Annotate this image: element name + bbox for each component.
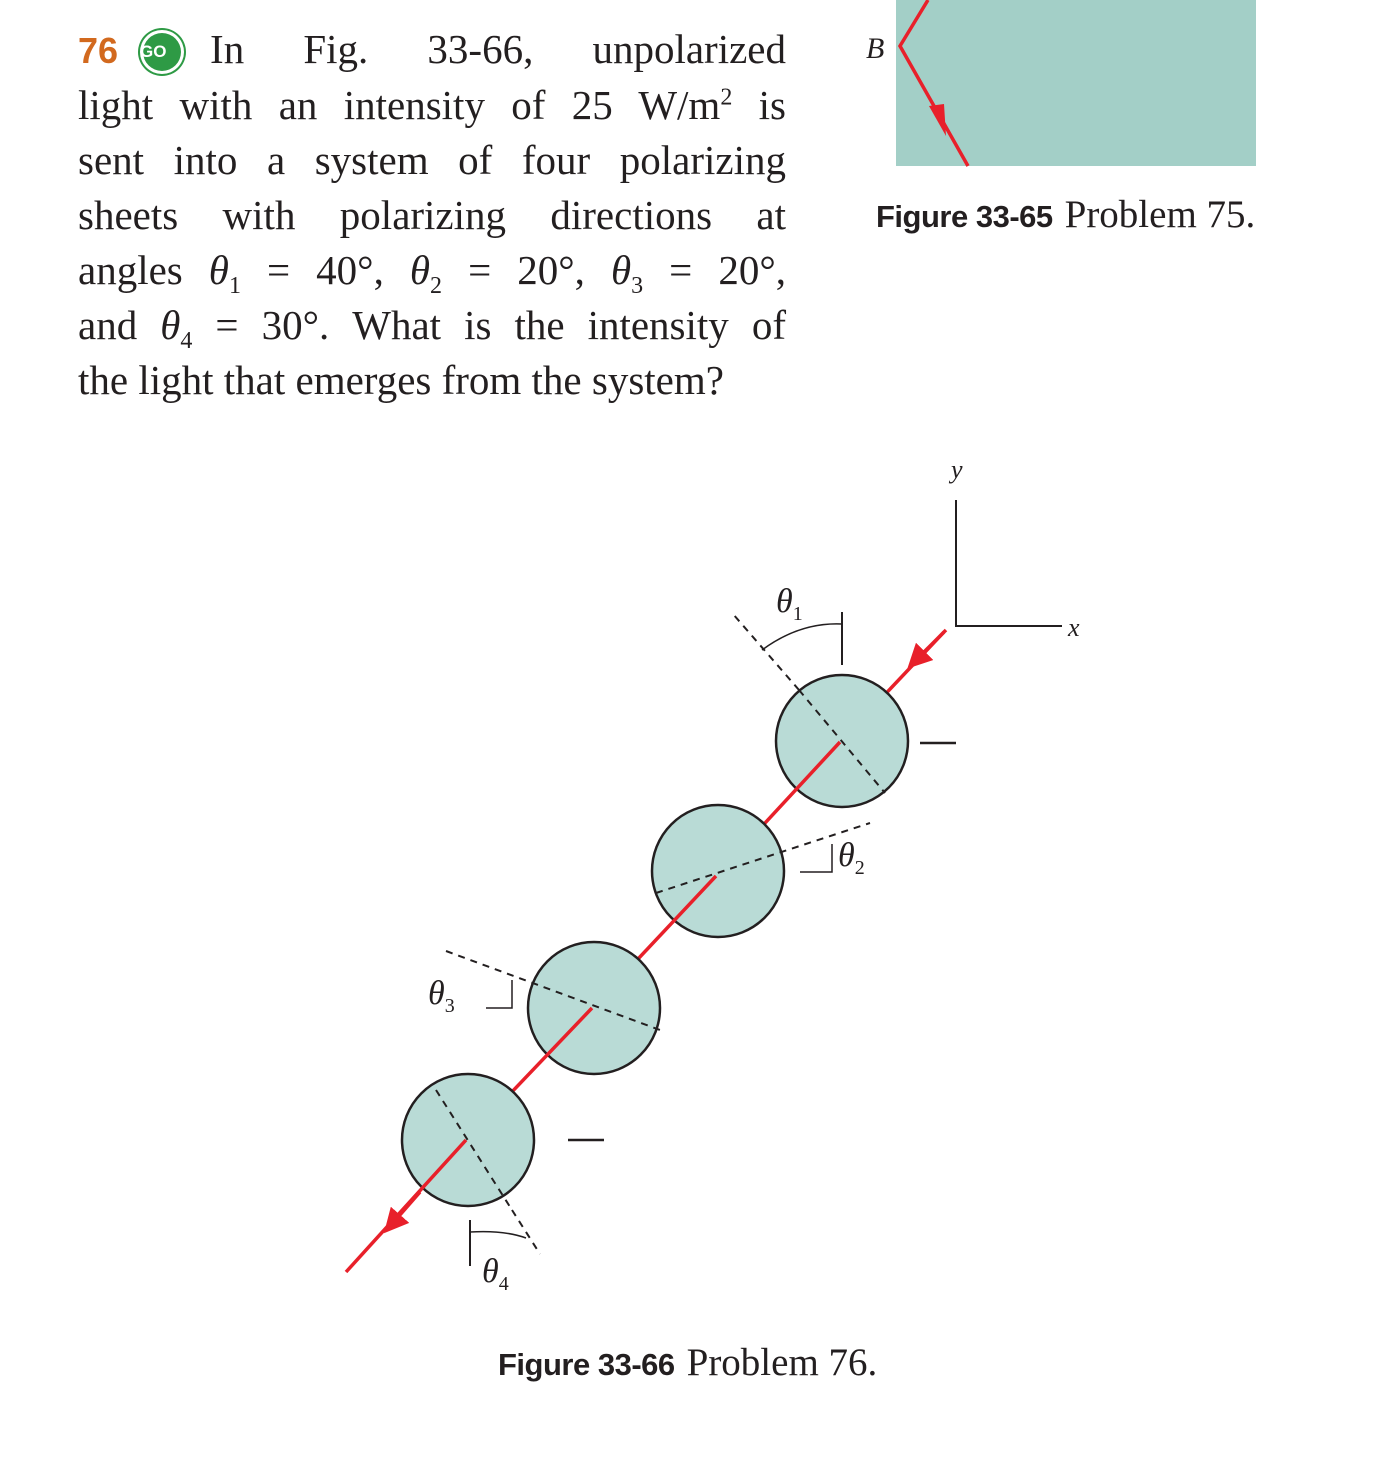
sheet-1-axis-ext: [733, 614, 799, 690]
polarizing-sheet-3: [428, 942, 660, 1074]
theta3-label: [428, 975, 455, 1017]
problem-line-3: sent into a system of four polarizing: [78, 137, 786, 183]
theta-subscript: 1: [228, 273, 241, 300]
incoming-arrow-icon: [916, 630, 946, 660]
axis-x-label: x: [1068, 613, 1080, 642]
figure-33-65-caption: [876, 192, 1255, 237]
sheet-2-disc: [652, 805, 784, 937]
problem-line-2-end: is: [732, 82, 786, 128]
theta2-corner: [800, 844, 832, 872]
sheet-4-axis-ext: [512, 1210, 540, 1254]
problem-line-1-text: In Fig. 33-66, unpolarized: [210, 26, 786, 72]
axis-y-label: y: [951, 455, 963, 484]
theta1-label: [776, 583, 803, 625]
theta-symbol: θ: [610, 247, 632, 293]
fig66-caption-text: Problem 76.: [686, 1341, 878, 1384]
go-icon[interactable]: GO: [140, 30, 184, 74]
figure-33-65: [866, 0, 1256, 166]
theta2-label: [838, 837, 865, 879]
and-word: and: [78, 302, 161, 348]
polarizing-sheet-4: [402, 1074, 604, 1295]
fig66-caption-label: Figure 33-66: [498, 1347, 675, 1382]
theta4-symbol: θ: [482, 1253, 499, 1290]
theta-subscript: 4: [180, 328, 193, 355]
problem-line-2-text: light with an intensity of 25 W/m: [78, 82, 721, 128]
theta1-arc: [762, 624, 842, 650]
theta1-symbol: θ: [776, 583, 793, 620]
figure-33-66-caption: [498, 1340, 877, 1385]
fig65-caption-label: Figure 33-65: [876, 199, 1053, 234]
problem-line-6-text: = 30°. What is the intensity of: [192, 302, 786, 348]
polarizing-sheet-2: [652, 805, 870, 937]
theta-symbol: θ: [160, 302, 181, 348]
outgoing-arrow-icon: [392, 1192, 420, 1224]
theta4-subscript: 4: [498, 1273, 509, 1295]
theta3-corner: [486, 980, 512, 1008]
unit-exponent: 2: [720, 84, 733, 111]
fig65-label-b: B: [866, 32, 885, 65]
polarizing-sheet-1: [733, 583, 956, 807]
theta4-label: [482, 1253, 509, 1295]
theta1-subscript: 1: [792, 603, 803, 625]
angles-word: angles: [78, 247, 209, 293]
angle-value: = 20°,: [442, 247, 611, 293]
axes-lines: [956, 500, 1062, 626]
theta-subscript: 2: [430, 273, 443, 300]
fig65-caption-text: Problem 75.: [1064, 193, 1256, 236]
problem-line-4: sheets with polarizing directions at: [78, 192, 786, 238]
theta-symbol: θ: [409, 247, 431, 293]
angle-value: = 40°,: [240, 247, 410, 293]
problem-number: 76: [78, 30, 119, 71]
figure-33-66: [346, 455, 1080, 1295]
theta3-subscript: 3: [444, 995, 455, 1017]
angle-value: = 20°,: [643, 247, 786, 293]
theta-symbol: θ: [208, 247, 229, 293]
problem-line-7: the light that emerges from the system?: [78, 357, 724, 403]
theta2-symbol: θ: [838, 837, 855, 874]
theta3-symbol: θ: [428, 975, 445, 1012]
theta4-arc: [470, 1232, 526, 1238]
fig65-slab: [896, 0, 1256, 166]
theta-subscript: 3: [631, 273, 644, 300]
theta2-subscript: 2: [854, 857, 865, 879]
